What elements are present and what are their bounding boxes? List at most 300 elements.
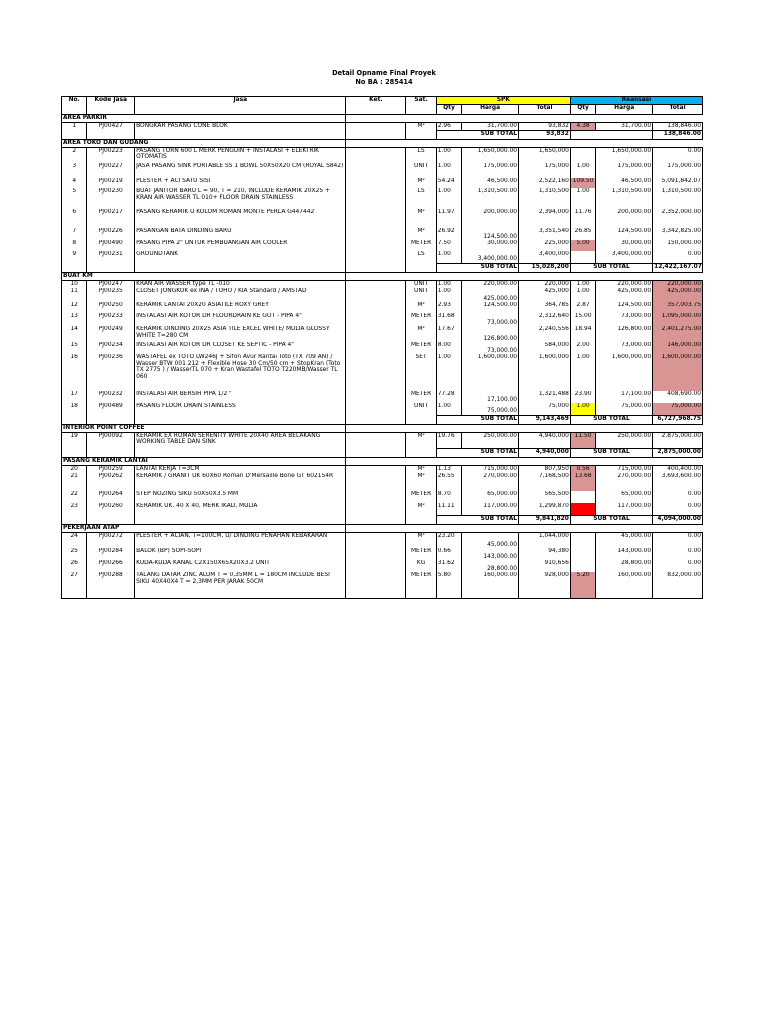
section-title: PEKERJAAN ATAP	[62, 524, 346, 532]
subtotal-row	[62, 415, 703, 424]
spk-total: 3,351,540	[519, 228, 571, 240]
subtotal-label: SUB TOTAL	[436, 415, 518, 424]
section-spacer	[462, 272, 519, 280]
realisasi-total: 0.00	[653, 491, 703, 503]
spk-qty: 1.00	[436, 147, 461, 163]
kode-jasa: PJ00227	[87, 163, 135, 178]
realisasi-qty: 0.56	[570, 465, 595, 473]
jasa-description: CLOSET JONGKOK ex INA / TOHO / KIA Standard / AMSTAD	[135, 288, 346, 302]
jasa-description: GROUNDTANK	[135, 251, 346, 263]
table-row	[62, 548, 703, 560]
spk-total: 1,650,000	[519, 147, 571, 163]
jasa-description: INSTALASI AIR BERSIH PIPA 1/2 "	[135, 391, 346, 403]
section-spacer	[596, 272, 653, 280]
spk-qty: 7.50	[436, 240, 461, 251]
section-spacer	[653, 524, 703, 532]
spk-qty: 1.00	[436, 288, 461, 302]
realisasi-qty: 1.00	[570, 188, 595, 209]
col-header-no: No.	[62, 97, 87, 115]
realisasi-harga: 117,000.00	[596, 503, 653, 515]
table-row	[62, 122, 703, 130]
spk-harga: 45,000.00	[462, 532, 519, 548]
row-number: 15	[62, 342, 87, 354]
realisasi-qty: 2.00	[570, 342, 595, 354]
spk-qty: 0.66	[436, 548, 461, 560]
jasa-description: PASANG FLOOR DRAIN STAINLESS	[135, 403, 346, 415]
col-header-spk-harga: Harga	[462, 104, 519, 114]
jasa-description: JASA PASANG SINK PORTABLE SS 1 BOWL 50X50X20 CM (ROYAL S842)	[135, 163, 346, 178]
satuan: SET	[406, 354, 436, 391]
spk-harga: 31,700.00	[462, 122, 519, 130]
table-row	[62, 572, 703, 598]
row-number: 22	[62, 491, 87, 503]
keterangan	[346, 228, 406, 240]
section-header-row	[62, 114, 703, 122]
section-spacer	[519, 139, 571, 147]
realisasi-harga: 220,000.00	[596, 280, 653, 288]
satuan: KG	[406, 560, 436, 572]
kode-jasa: PJ00092	[87, 432, 135, 448]
realisasi-total: 0.00	[653, 548, 703, 560]
row-number: 20	[62, 465, 87, 473]
realisasi-harga: 126,800.00	[596, 326, 653, 342]
satuan: LS	[406, 251, 436, 263]
row-number: 25	[62, 548, 87, 560]
keterangan	[346, 288, 406, 302]
jasa-description: BALOK (BP) SOPI-SOPI	[135, 548, 346, 560]
realisasi-harga: 160,000.00	[596, 572, 653, 598]
satuan: METER	[406, 313, 436, 326]
spk-total: 1,600,000	[519, 354, 571, 391]
jasa-description: INSTALASI AIR KOTOR DR CLOSET KE SEPTIC - PIPA 4"	[135, 342, 346, 354]
section-spacer	[462, 114, 519, 122]
realisasi-harga: 45,000.00	[596, 532, 653, 548]
spk-qty: 19.76	[436, 432, 461, 448]
realisasi-total: 832,000.00	[653, 572, 703, 598]
jasa-description: LANTAI KERJA T=3CM	[135, 465, 346, 473]
section-spacer	[436, 114, 461, 122]
spk-total: 1,321,488	[519, 391, 571, 403]
realisasi-harga: 30,000.00	[596, 240, 653, 251]
row-number: 24	[62, 532, 87, 548]
satuan: M²	[406, 178, 436, 188]
realisasi-harga: 250,000.00	[596, 432, 653, 448]
section-spacer	[406, 424, 436, 432]
realisasi-total: 400,400.00	[653, 465, 703, 473]
table-row	[62, 532, 703, 548]
spk-total: 75,000	[519, 403, 571, 415]
row-number: 23	[62, 503, 87, 515]
realisasi-total: 0.00	[653, 251, 703, 263]
spk-harga: 1,310,500.00	[462, 188, 519, 209]
section-spacer	[436, 424, 461, 432]
spk-total: 94,380	[519, 548, 571, 560]
kode-jasa: PJ00226	[87, 228, 135, 240]
spk-harga: 117,000.00	[462, 503, 519, 515]
satuan: M²	[406, 473, 436, 491]
realisasi-total: 2,401,275.00	[653, 326, 703, 342]
jasa-description: KERAMIK EX ROMAN SERENITY WHITE 20X40 AREA BELAKANG WORKING TABLE DAN SINK	[135, 432, 346, 448]
spk-total: 2,312,640	[519, 313, 571, 326]
kode-jasa: PJ00284	[87, 548, 135, 560]
kode-jasa: PJ00262	[87, 473, 135, 491]
spk-harga: 46,500.00	[462, 178, 519, 188]
table-row	[62, 288, 703, 302]
realisasi-qty: 5.20	[570, 572, 595, 598]
realisasi-harga: 1,600,000.00	[596, 354, 653, 391]
section-spacer	[653, 457, 703, 465]
section-spacer	[346, 424, 406, 432]
satuan: UNIT	[406, 280, 436, 288]
realisasi-qty: 26.85	[570, 228, 595, 240]
spk-total: 425,000	[519, 288, 571, 302]
spk-qty: 8.70	[436, 491, 461, 503]
satuan: M²	[406, 503, 436, 515]
row-number: 2	[62, 147, 87, 163]
realisasi-harga: 73,000.00	[596, 313, 653, 326]
keterangan	[346, 560, 406, 572]
table-body	[62, 97, 703, 599]
table-row	[62, 342, 703, 354]
section-spacer	[653, 139, 703, 147]
realisasi-total: 3,342,825.00	[653, 228, 703, 240]
jasa-description: PLESTER + ACIAN, T=100CM, U/ DINDING PENAHAN KEBAKARAN	[135, 532, 346, 548]
subtotal-spacer	[406, 130, 436, 139]
realisasi-harga: 31,700.00	[596, 122, 653, 130]
subtotal-spacer	[135, 263, 346, 272]
satuan: M²	[406, 122, 436, 130]
spk-harga: 200,000.00	[462, 209, 519, 228]
row-number: 13	[62, 313, 87, 326]
satuan: UNIT	[406, 288, 436, 302]
spk-harga: 17,100.00	[462, 391, 519, 403]
document-title: Detail Opname Final Proyek	[332, 69, 436, 77]
realisasi-qty	[570, 560, 595, 572]
subtotal-spk: 9,841,820	[519, 515, 571, 524]
spk-harga: 425,000.00	[462, 288, 519, 302]
keterangan	[346, 326, 406, 342]
realisasi-harga: 175,000.00	[596, 163, 653, 178]
section-spacer	[596, 457, 653, 465]
spk-harga: 126,800.00	[462, 326, 519, 342]
kode-jasa: PJ00217	[87, 209, 135, 228]
spk-total: 2,240,556	[519, 326, 571, 342]
realisasi-total: 0.00	[653, 560, 703, 572]
section-spacer	[462, 524, 519, 532]
jasa-description: PASANG TORN 600 L MERK PENGUIN + INSTALASI + ELEKTRIK OTOMATIS	[135, 147, 346, 163]
row-number: 12	[62, 302, 87, 313]
keterangan	[346, 122, 406, 130]
realisasi-total: 2,352,000.00	[653, 209, 703, 228]
spk-total: 4,940,000	[519, 432, 571, 448]
spk-total: 2,522,160	[519, 178, 571, 188]
document-header	[0, 69, 768, 86]
spk-total: 1,310,500	[519, 188, 571, 209]
spk-harga: 30,000.00	[462, 240, 519, 251]
col-header-spk: SPK	[436, 97, 570, 105]
spk-total: 175,000	[519, 163, 571, 178]
keterangan	[346, 465, 406, 473]
realisasi-qty	[570, 532, 595, 548]
spk-qty: 2.96	[436, 122, 461, 130]
section-spacer	[596, 424, 653, 432]
section-spacer	[519, 457, 571, 465]
satuan: METER	[406, 572, 436, 598]
keterangan	[346, 473, 406, 491]
subtotal-realisasi-label: SUB TOTAL	[570, 415, 652, 424]
subtotal-spacer	[135, 415, 346, 424]
kode-jasa: PJ00250	[87, 302, 135, 313]
spk-harga: 73,000.00	[462, 313, 519, 326]
subtotal-realisasi-label	[570, 130, 652, 139]
col-header-ket: Ket.	[346, 97, 406, 115]
satuan: UNIT	[406, 163, 436, 178]
section-spacer	[346, 457, 406, 465]
realisasi-total: 75,000.00	[653, 403, 703, 415]
realisasi-harga: 143,000.00	[596, 548, 653, 560]
realisasi-total: 1,600,000.00	[653, 354, 703, 391]
kode-jasa: PJ00233	[87, 313, 135, 326]
subtotal-spacer	[87, 448, 135, 457]
kode-jasa: PJ00490	[87, 240, 135, 251]
realisasi-qty: 5.00	[570, 240, 595, 251]
section-spacer	[346, 272, 406, 280]
keterangan	[346, 209, 406, 228]
spk-qty: 77.28	[436, 391, 461, 403]
table-row	[62, 240, 703, 251]
kode-jasa: PJ00230	[87, 188, 135, 209]
spk-harga: 160,000.00	[462, 572, 519, 598]
table-row	[62, 432, 703, 448]
realisasi-qty: 1.00	[570, 163, 595, 178]
spk-total: 220,000	[519, 280, 571, 288]
realisasi-harga: 715,000.00	[596, 465, 653, 473]
spk-qty: 1.00	[436, 188, 461, 209]
subtotal-spacer	[346, 263, 406, 272]
realisasi-qty: 2.87	[570, 302, 595, 313]
table-row	[62, 188, 703, 209]
subtotal-label: SUB TOTAL	[436, 515, 518, 524]
section-spacer	[406, 524, 436, 532]
subtotal-spacer	[135, 448, 346, 457]
subtotal-realisasi: 2,875,000.00	[653, 448, 703, 457]
keterangan	[346, 251, 406, 263]
spk-total: 93,832	[519, 122, 571, 130]
spk-qty: 17.67	[436, 326, 461, 342]
table-row	[62, 503, 703, 515]
subtotal-spacer	[135, 515, 346, 524]
jasa-description: KRAN AIR WASSER type TL -010	[135, 280, 346, 288]
satuan: METER	[406, 548, 436, 560]
subtotal-realisasi: 12,422,167.07	[653, 263, 703, 272]
jasa-description: KERAMIK UK. 40 X 40, MERK IKAD, MULIA	[135, 503, 346, 515]
header-row-1	[62, 97, 703, 105]
subtotal-spacer	[87, 130, 135, 139]
kode-jasa: PJ00427	[87, 122, 135, 130]
satuan: M²	[406, 432, 436, 448]
section-header-row	[62, 524, 703, 532]
col-header-sat: Sat.	[406, 97, 436, 115]
section-spacer	[462, 424, 519, 432]
table-row	[62, 209, 703, 228]
table-row	[62, 326, 703, 342]
spk-harga: 143,000.00	[462, 548, 519, 560]
realisasi-qty: 1.00	[570, 354, 595, 391]
satuan: LS	[406, 188, 436, 209]
section-spacer	[462, 139, 519, 147]
realisasi-qty	[570, 491, 595, 503]
section-spacer	[406, 139, 436, 147]
spk-qty: 23.20	[436, 532, 461, 548]
realisasi-total: 357,003.75	[653, 302, 703, 313]
section-spacer	[436, 139, 461, 147]
table-row	[62, 491, 703, 503]
keterangan	[346, 342, 406, 354]
subtotal-spk: 9,143,469	[519, 415, 571, 424]
section-title: AREA PARKIR	[62, 114, 346, 122]
section-spacer	[653, 424, 703, 432]
realisasi-harga: 200,000.00	[596, 209, 653, 228]
satuan: METER	[406, 491, 436, 503]
subtotal-realisasi: 4,094,000.00	[653, 515, 703, 524]
spk-harga: 3,400,000.00	[462, 251, 519, 263]
realisasi-harga: 75,000.00	[596, 403, 653, 415]
keterangan	[346, 532, 406, 548]
col-header-spk-qty: Qty	[436, 104, 461, 114]
section-header-row	[62, 424, 703, 432]
row-number: 4	[62, 178, 87, 188]
row-number: 21	[62, 473, 87, 491]
realisasi-harga: 73,000.00	[596, 342, 653, 354]
table-row	[62, 465, 703, 473]
realisasi-qty: 13.68	[570, 473, 595, 491]
spk-harga: 250,000.00	[462, 432, 519, 448]
realisasi-qty: 109.50	[570, 178, 595, 188]
realisasi-qty	[570, 147, 595, 163]
realisasi-total: 1,310,500.00	[653, 188, 703, 209]
realisasi-qty	[570, 548, 595, 560]
jasa-description: PASANGAN BATA DINDING BARU	[135, 228, 346, 240]
spk-qty: 11.11	[436, 503, 461, 515]
section-title: AREA TOKO DAN GUDANG	[62, 139, 346, 147]
satuan: LS	[406, 147, 436, 163]
kode-jasa: PJ00249	[87, 326, 135, 342]
section-header-row	[62, 139, 703, 147]
table-row	[62, 354, 703, 391]
spk-harga: 220,000.00	[462, 280, 519, 288]
row-number: 18	[62, 403, 87, 415]
spk-harga: 28,800.00	[462, 560, 519, 572]
section-spacer	[346, 114, 406, 122]
keterangan	[346, 188, 406, 209]
satuan: M²	[406, 465, 436, 473]
jasa-description: PASANG KERAMIK U KOLOM ROMAN MONTE PERLA G447442	[135, 209, 346, 228]
realisasi-harga: 124,500.00	[596, 228, 653, 240]
table-row	[62, 302, 703, 313]
spk-total: 807,950	[519, 465, 571, 473]
subtotal-spacer	[87, 263, 135, 272]
row-number: 7	[62, 228, 87, 240]
spk-qty: 26.55	[436, 473, 461, 491]
realisasi-total: 138,846.00	[653, 122, 703, 130]
spk-total: 7,168,500	[519, 473, 571, 491]
realisasi-total: 2,875,000.00	[653, 432, 703, 448]
section-spacer	[406, 457, 436, 465]
section-spacer	[596, 139, 653, 147]
keterangan	[346, 403, 406, 415]
kode-jasa: PJ00260	[87, 503, 135, 515]
section-spacer	[406, 272, 436, 280]
realisasi-qty: 18.94	[570, 326, 595, 342]
satuan: METER	[406, 240, 436, 251]
subtotal-label: SUB TOTAL	[436, 130, 518, 139]
row-number: 5	[62, 188, 87, 209]
subtotal-spk: 15,028,200	[519, 263, 571, 272]
spk-total: 3,400,000	[519, 251, 571, 263]
spk-qty: 11.97	[436, 209, 461, 228]
section-spacer	[570, 114, 595, 122]
opname-table	[61, 96, 703, 599]
subtotal-row	[62, 448, 703, 457]
keterangan	[346, 163, 406, 178]
jasa-description: WASTAFEL ex TOTO LW246J + Sifon Avur Rantai Toto (TX 709 AN) / Wasser BTW 001 212 + Flexible Hose 30 Cm/50 cm + StopKran (Toto TX 2775 ) / WasserTL 070 + Kran Wastafel TOTO T220MB/Wasser TL 060	[135, 354, 346, 391]
row-number: 14	[62, 326, 87, 342]
col-header-jasa: Jasa	[135, 97, 346, 115]
realisasi-harga: 65,000.00	[596, 491, 653, 503]
subtotal-realisasi-label: SUB TOTAL	[570, 515, 652, 524]
spk-qty: 1.13	[436, 465, 461, 473]
keterangan	[346, 572, 406, 598]
spk-total: 1,044,000	[519, 532, 571, 548]
subtotal-row	[62, 515, 703, 524]
spk-total: 2,394,000	[519, 209, 571, 228]
realisasi-total: 220,000.00	[653, 280, 703, 288]
table-row	[62, 251, 703, 263]
section-title: BUAT KM	[62, 272, 346, 280]
realisasi-total: 175,000.00	[653, 163, 703, 178]
satuan: M²	[406, 302, 436, 313]
section-header-row	[62, 457, 703, 465]
subtotal-spacer	[62, 448, 87, 457]
subtotal-spacer	[62, 415, 87, 424]
subtotal-realisasi-label: SUB TOTAL	[570, 263, 652, 272]
jasa-description: TALANG DATAR ZINC ALUM T = 0,35MM L = 180CM INCLUDE BESI SIKU 40X40X4 T = 2,3MM PER JARAK 50CM	[135, 572, 346, 598]
subtotal-spacer	[346, 515, 406, 524]
spk-total: 225,000	[519, 240, 571, 251]
spk-harga: 175,000.00	[462, 163, 519, 178]
col-header-real-total: Total	[653, 104, 703, 114]
spk-total: 364,785	[519, 302, 571, 313]
satuan: METER	[406, 342, 436, 354]
spk-harga: 1,600,000.00	[462, 354, 519, 391]
satuan: M²	[406, 228, 436, 240]
table-row	[62, 403, 703, 415]
kode-jasa: PJ00272	[87, 532, 135, 548]
kode-jasa: PJ00232	[87, 391, 135, 403]
row-number: 3	[62, 163, 87, 178]
table-row	[62, 163, 703, 178]
spk-harga: 65,000.00	[462, 491, 519, 503]
kode-jasa: PJ00489	[87, 403, 135, 415]
table-row	[62, 313, 703, 326]
realisasi-total: 0.00	[653, 532, 703, 548]
col-header-real-harga: Harga	[596, 104, 653, 114]
col-header-realisasi: Realisasi	[570, 97, 702, 105]
section-spacer	[653, 114, 703, 122]
spk-qty: 1.00	[436, 280, 461, 288]
subtotal-row	[62, 130, 703, 139]
keterangan	[346, 240, 406, 251]
